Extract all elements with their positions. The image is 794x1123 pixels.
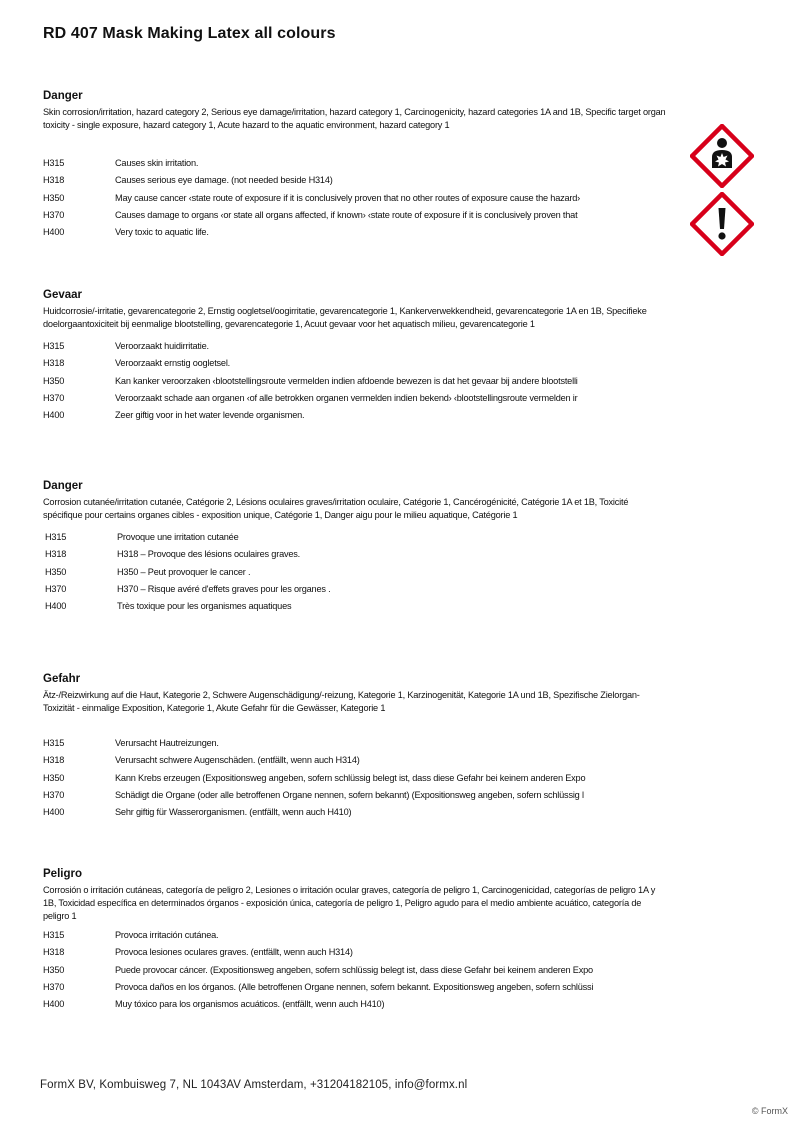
hazard-statement <box>43 224 673 241</box>
hazard-text: Veroorzaakt schade aan organen ‹of alle betrokken organen vermelden indien bekend› ‹blootstellingsroute vermelden ir <box>115 392 578 403</box>
hazard-statement <box>43 962 673 979</box>
hazard-text: Causes serious eye damage. (not needed beside H314) <box>115 175 333 186</box>
section-heading: Peligro <box>43 868 82 880</box>
hazard-statement-list <box>45 529 673 615</box>
hazard-text: Puede provocar cáncer. (Expositionsweg angeben, sofern schlüssig belegt ist, dass diese Gefahr bei keinem anderen Expo <box>115 964 593 975</box>
hazard-statement <box>43 207 673 224</box>
hazard-code: H315 <box>43 930 65 940</box>
hazard-text: Veroorzaakt ernstig oogletsel. <box>115 358 231 369</box>
hazard-statement <box>45 564 673 581</box>
hazard-statement <box>43 172 673 189</box>
hazard-text: Causes skin irritation. <box>115 158 199 168</box>
hazard-code: H400 <box>43 807 65 818</box>
hazard-statement <box>43 996 673 1013</box>
hazard-statement <box>43 390 673 407</box>
hazard-code: H318 <box>45 549 67 560</box>
hazard-statement <box>43 355 673 372</box>
hazard-statement <box>43 373 673 390</box>
section-heading: Gefahr <box>43 673 81 685</box>
hazard-section-es <box>43 868 673 1013</box>
hazard-text: Provoca daños en los órganos. (Alle betroffenen Organe nennen, sofern bekannt. Expositionsweg angeben, sofern schlüssi <box>115 981 594 992</box>
hazard-statement-list <box>43 155 673 241</box>
hazard-text: Schädigt die Organe (oder alle betroffenen Organe nennen, sofern bekannt) (Expositionsweg angeben, sofern schlüssig l <box>115 789 584 800</box>
hazard-code: H318 <box>43 947 65 958</box>
hazard-text: Provoca irritación cutánea. <box>115 930 219 940</box>
hazard-section-en <box>43 90 673 241</box>
section-heading: Danger <box>43 90 83 102</box>
hazard-code: H400 <box>43 227 65 238</box>
copyright-notice: © FormX <box>751 1106 788 1116</box>
hazard-statement <box>43 407 673 424</box>
hazard-statement <box>43 770 673 787</box>
hazard-code: H370 <box>45 583 67 594</box>
hazard-code: H350 <box>43 772 65 783</box>
hazard-code: H315 <box>43 738 65 748</box>
hazard-statement <box>43 944 673 961</box>
hazard-statement <box>45 598 673 615</box>
hazard-text: Verursacht Hautreizungen. <box>115 738 219 748</box>
hazard-code: H318 <box>43 175 65 186</box>
hazard-statement <box>43 190 673 207</box>
hazard-statement-list <box>43 927 673 1013</box>
hazard-statement <box>45 581 673 598</box>
section-heading: Gevaar <box>43 289 83 301</box>
hazard-code: H315 <box>45 532 67 542</box>
hazard-code: H370 <box>43 789 65 800</box>
hazard-text: Zeer giftig voor in het water levende organismen. <box>115 410 305 421</box>
hazard-statement <box>43 735 673 752</box>
hazard-code: H400 <box>45 601 67 612</box>
hazard-code: H318 <box>43 358 65 369</box>
section-description: Corrosión o irritación cutáneas, categoría de peligro 2, Lesiones o irritación ocular graves, categoría de peligro 1, Carcinogenicidad, categorías de peligro 1A y 1B, Toxicidad específica en determinados órganos - exposición única, categoría de peligro 1, Peligro agudo para el medio ambiente acuático, categoría de peligro 1 <box>43 885 656 921</box>
hazard-code: H370 <box>43 209 65 220</box>
hazard-statement <box>43 752 673 769</box>
hazard-code: H315 <box>43 158 65 168</box>
hazard-text: Très toxique pour les organismes aquatiques <box>117 601 292 612</box>
exclamation-mark-icon <box>690 192 754 256</box>
section-description: Ätz-/Reizwirkung auf die Haut, Kategorie 2, Schwere Augenschädigung/-reizung, Kategorie 1, Karzinogenität, Kategorie 1A und 1B, Spezifische Zielorgan-Toxizität - einmalige Exposition, Kategorie 1, Akute Gefahr für die Gewässer, Kategorie 1 <box>43 690 640 713</box>
hazard-text: Veroorzaakt huidirritatie. <box>115 341 209 351</box>
hazard-code: H350 <box>43 964 65 975</box>
hazard-text: Muy tóxico para los organismos acuáticos. (entfällt, wenn auch H410) <box>115 999 385 1010</box>
hazard-code: H370 <box>43 392 65 403</box>
hazard-code: H318 <box>43 755 65 766</box>
hazard-text: Sehr giftig für Wasserorganismen. (entfällt, wenn auch H410) <box>115 807 352 818</box>
hazard-code: H350 <box>43 192 65 203</box>
hazard-text: May cause cancer ‹state route of exposure if it is conclusively proven that no other routes of exposure cause the hazard› <box>115 192 581 203</box>
hazard-statement <box>43 927 673 944</box>
hazard-text: Kan kanker veroorzaken ‹blootstellingsroute vermelden indien afdoende bewezen is dat het gevaar bij andere blootstelli <box>115 375 578 386</box>
hazard-statement <box>43 155 673 172</box>
hazard-statement <box>43 979 673 996</box>
hazard-text: H318 – Provoque des lésions oculaires graves. <box>117 549 301 560</box>
section-description: Corrosion cutanée/irritation cutanée, Catégorie 2, Lésions oculaires graves/irritation oculaire, Catégorie 1, Cancérogénicité, Catégorie 1A et 1B, Toxicité spécifique pour certains organes cibles - exposition unique, Catégorie 1, Danger aigu pour le milieu aquatique, Catégorie 1 <box>43 497 629 520</box>
health-hazard-icon <box>690 124 754 188</box>
hazard-statement <box>43 338 673 355</box>
hazard-text: Very toxic to aquatic life. <box>115 227 209 238</box>
hazard-text: Provoca lesiones oculares graves. (entfällt, wenn auch H314) <box>115 947 353 958</box>
section-description: Skin corrosion/irritation, hazard category 2, Serious eye damage/irritation, hazard category 1, Carcinogenicity, hazard categories 1A and 1B, Specific target organ toxicity - single exposure, hazard category 1, Acute hazard to the aquatic environment, hazard category 1 <box>43 107 666 130</box>
hazard-text: H350 – Peut provoquer le cancer . <box>117 566 251 577</box>
hazard-statement <box>45 546 673 563</box>
hazard-code: H315 <box>43 341 65 351</box>
hazard-code: H350 <box>43 375 65 386</box>
hazard-text: Provoque une irritation cutanée <box>117 532 239 542</box>
document-title: RD 407 Mask Making Latex all colours <box>43 25 336 42</box>
hazard-statement-list <box>43 735 673 821</box>
hazard-section-de <box>43 673 673 821</box>
hazard-statement-list <box>43 338 673 424</box>
hazard-statement <box>43 787 673 804</box>
hazard-statement <box>45 529 673 546</box>
section-heading: Danger <box>43 480 83 492</box>
footer-address: FormX BV, Kombuisweg 7, NL 1043AV Amsterdam, +31204182105, info@formx.nl <box>40 1079 468 1091</box>
hazard-statement <box>43 804 673 821</box>
hazard-code: H370 <box>43 981 65 992</box>
hazard-text: Causes damage to organs ‹or state all organs affected, if known› ‹state route of exposure if it is conclusively proven that <box>115 209 578 220</box>
hazard-section-fr <box>43 480 673 615</box>
hazard-code: H400 <box>43 410 65 421</box>
ghs-pictograms <box>690 124 756 260</box>
hazard-code: H400 <box>43 999 65 1010</box>
hazard-text: Verursacht schwere Augenschäden. (entfällt, wenn auch H314) <box>115 755 360 766</box>
section-description: Huidcorrosie/-irritatie, gevarencategorie 2, Ernstig oogletsel/oogirritatie, gevarencategorie 1, Kankerverwekkendheid, gevarencategorie 1A en 1B, Specifieke doelorgaantoxiciteit bij eenmalige blootstelling, gevarencategorie 1, Acuut gevaar voor het aquatisch milieu, gevarencategorie 1 <box>43 306 647 329</box>
hazard-section-nl <box>43 289 673 424</box>
hazard-text: Kann Krebs erzeugen (Expositionsweg angeben, sofern schlüssig belegt ist, dass diese Gefahr bei keinem anderen Expo <box>115 772 586 783</box>
hazard-text: H370 – Risque avéré d'effets graves pour les organes . <box>117 583 331 594</box>
hazard-code: H350 <box>45 566 67 577</box>
